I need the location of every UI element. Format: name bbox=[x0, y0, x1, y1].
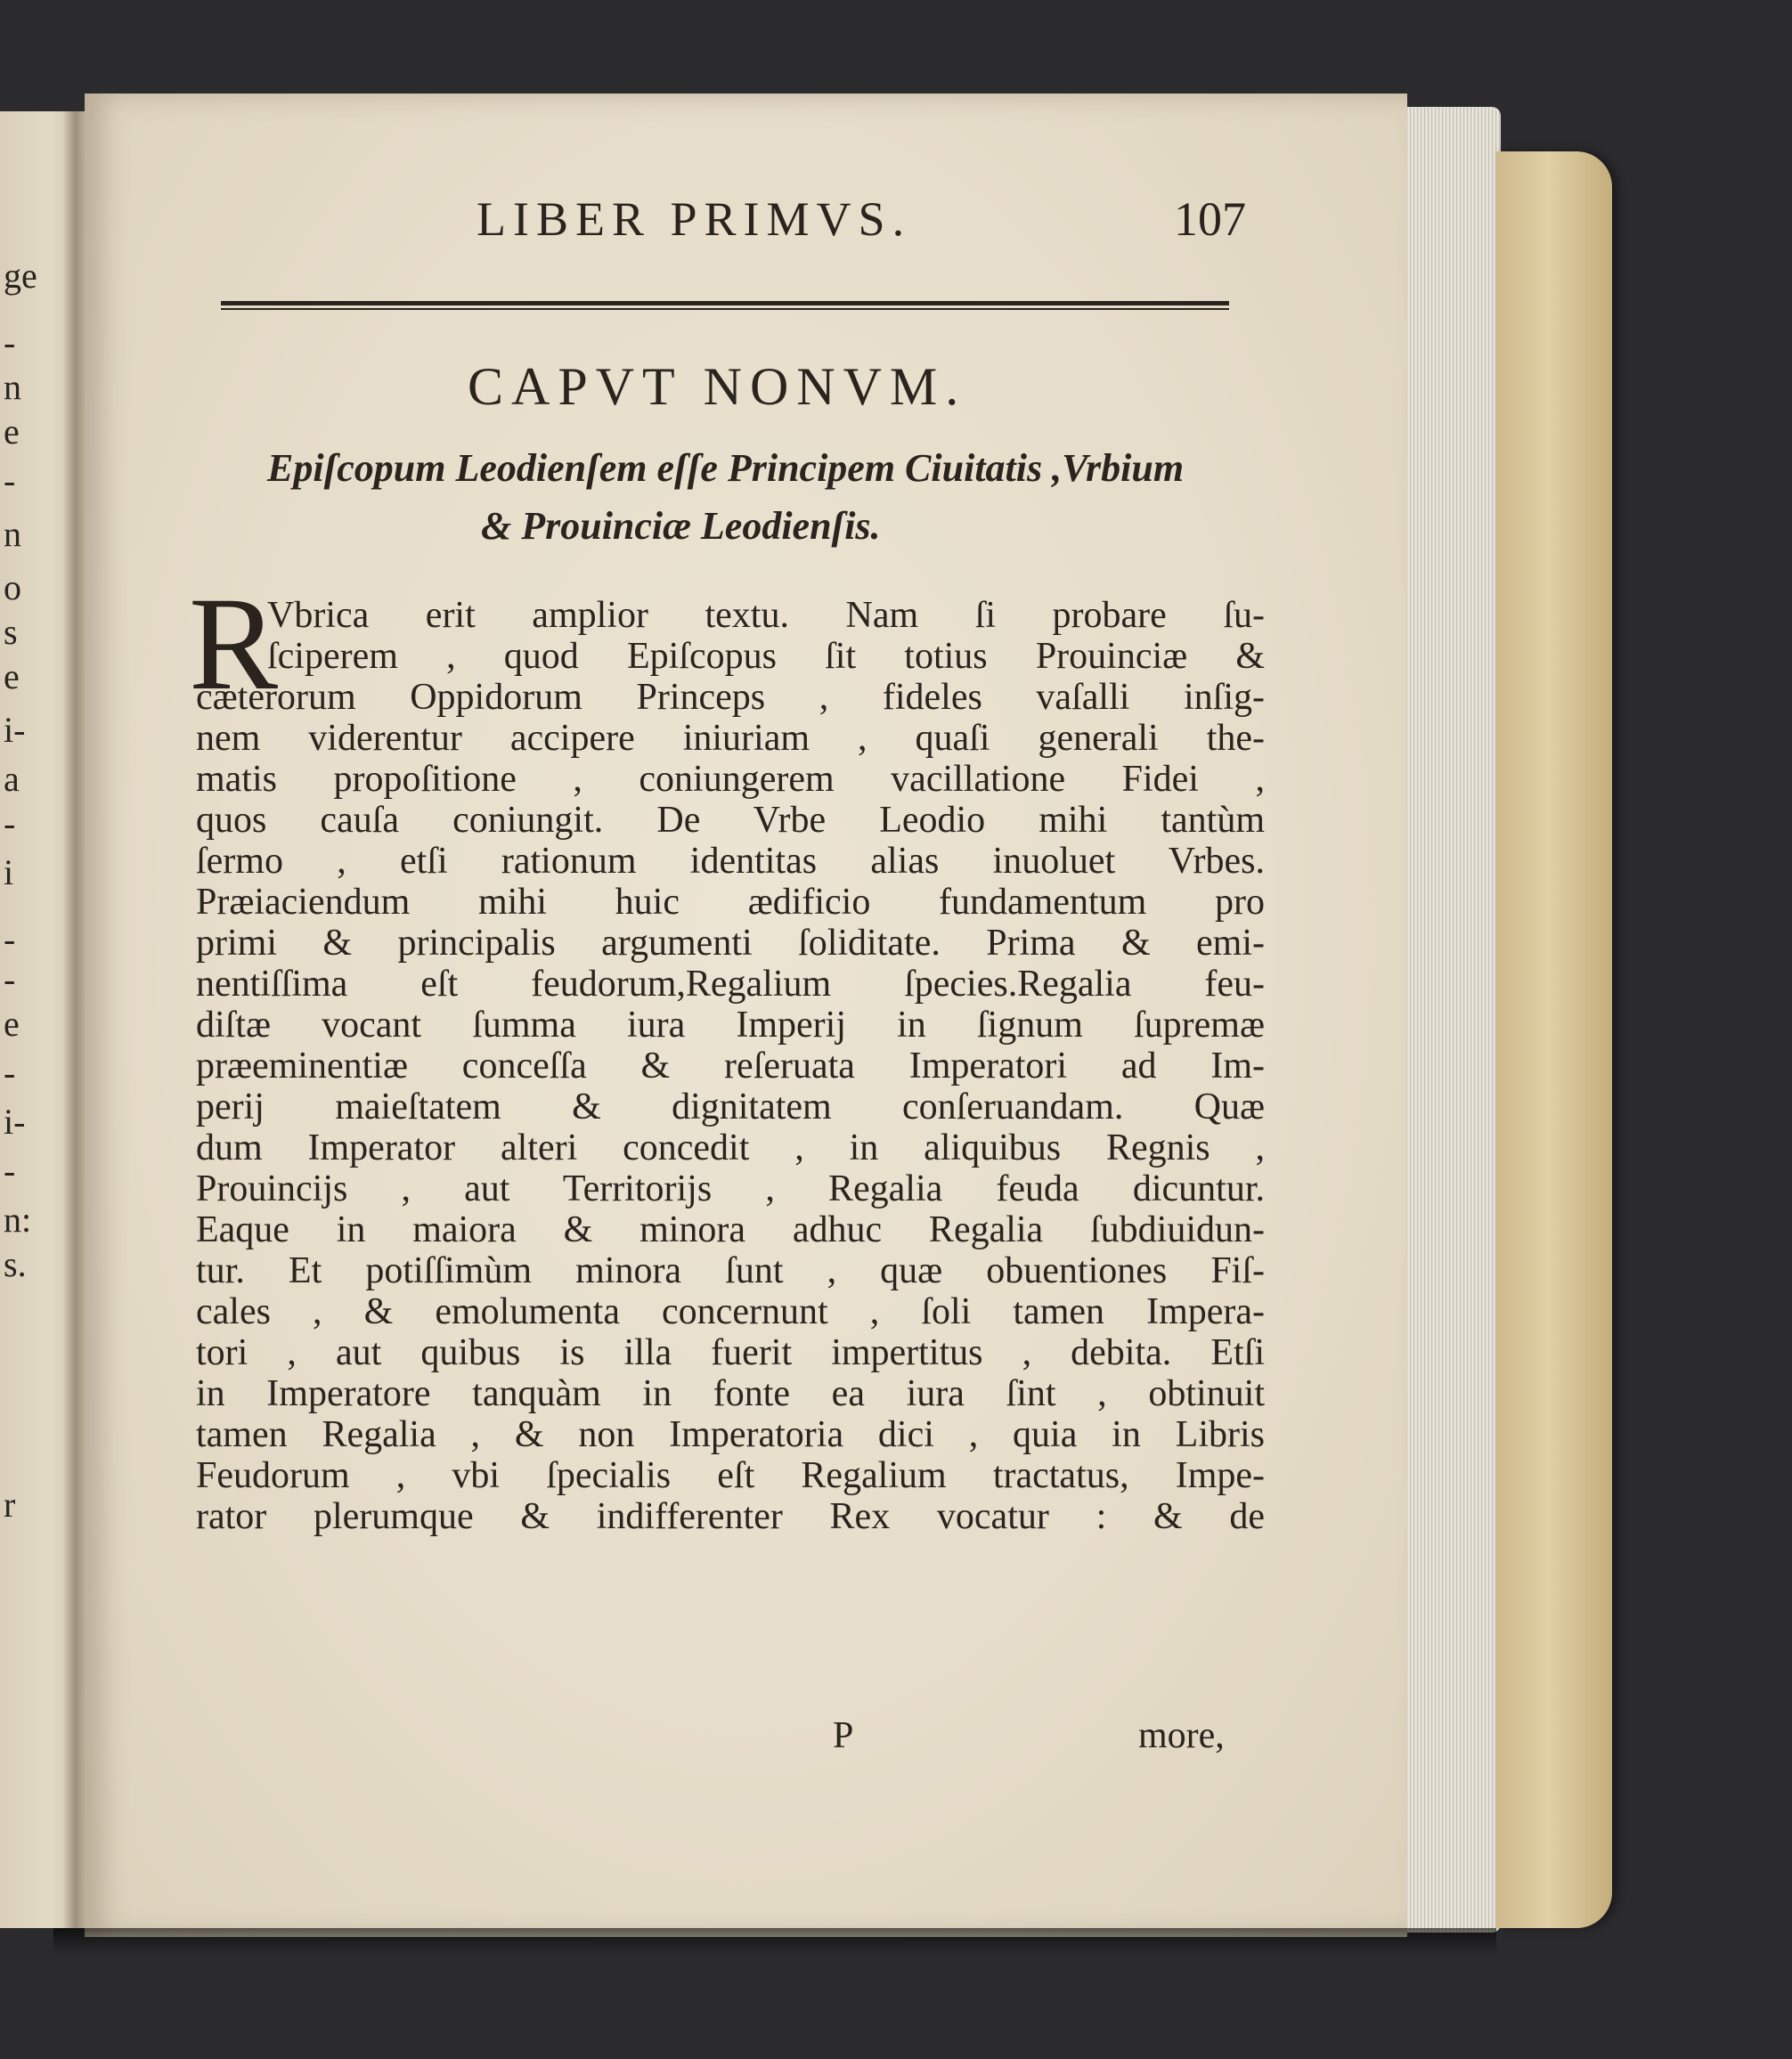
left-page-fragment: o bbox=[4, 567, 21, 607]
body-line: Eaque in maiora & minora adhuc Regalia ſubdiuidun- bbox=[196, 1209, 1265, 1250]
catchword: more, bbox=[1138, 1715, 1225, 1756]
body-line: Feudorum , vbi ſpecialis eſt Regalium tractatus, Impe- bbox=[196, 1455, 1265, 1496]
body-line: dum Imperator alteri concedit , in aliquibus Regnis , bbox=[196, 1127, 1265, 1168]
body-line: nem viderentur accipere iniuriam , quaſi generali the- bbox=[196, 718, 1265, 759]
left-page-fragment: i bbox=[4, 852, 14, 892]
body-line: perij maieſtatem & dignitatem conſeruandam. Quæ bbox=[196, 1086, 1265, 1127]
body-line: tamen Regalia , & non Imperatoria dici , quia in Libris bbox=[196, 1414, 1265, 1455]
chapter-subtitle-line: & Prouinciæ Leodienſis. bbox=[481, 504, 881, 548]
body-line: ſermo , etſi rationum identitas alias inuoluet Vrbes. bbox=[196, 841, 1265, 882]
left-page-fragment: e bbox=[4, 656, 20, 696]
body-line: præeminentiæ conceſſa & reſeruata Imperatori ad Im- bbox=[196, 1046, 1265, 1086]
page-block-edges bbox=[1407, 107, 1501, 1933]
left-page-fragment: r bbox=[4, 1485, 16, 1525]
left-page-fragment: e bbox=[4, 411, 20, 452]
left-page-fragment: n bbox=[4, 514, 21, 554]
drop-cap: R bbox=[189, 570, 279, 718]
body-line: ſciperem , quod Epiſcopus ſit totius Prouinciæ & bbox=[267, 636, 1265, 677]
left-page-fragment: - bbox=[4, 803, 16, 843]
body-line: primi & principalis argumenti ſoliditate. Prima & emi- bbox=[196, 923, 1265, 964]
body-line: tori , aut quibus is illa fuerit impertitus , debita. Etſi bbox=[196, 1332, 1265, 1373]
body-line: nentiſſima eſt feudorum,Regalium ſpecies.Regalia feu- bbox=[196, 964, 1265, 1005]
left-page-fragment: - bbox=[4, 460, 16, 501]
signature-mark: P bbox=[833, 1715, 854, 1756]
left-page-fragment: i- bbox=[4, 1102, 26, 1142]
chapter-title: CAPVT NONVM. bbox=[468, 357, 967, 416]
left-page-fragment: - bbox=[4, 959, 16, 999]
body-line: Vbrica erit amplior textu. Nam ſi probare ſu- bbox=[267, 595, 1265, 636]
left-page-fragment: - bbox=[4, 919, 16, 959]
running-head: LIBER PRIMVS. bbox=[477, 192, 912, 246]
body-line: matis propoſitione , coniungerem vacillatione Fidei , bbox=[196, 759, 1265, 800]
body-line: Prouincijs , aut Territorijs , Regalia feuda dicuntur. bbox=[196, 1168, 1265, 1209]
body-line: Præiaciendum mihi huic ædificio fundamentum pro bbox=[196, 882, 1265, 923]
left-page-fragment: n: bbox=[4, 1200, 32, 1240]
book-cover-edge bbox=[1496, 151, 1612, 1928]
chapter-subtitle-line: Epiſcopum Leodienſem eſſe Principem Ciuitatis ,Vrbium bbox=[267, 446, 1185, 490]
body-line: quos cauſa coniungit. De Vrbe Leodio mihi tantùm bbox=[196, 800, 1265, 841]
bottom-shadow bbox=[53, 1928, 1496, 1955]
page-number: 107 bbox=[1174, 192, 1246, 246]
body-line: tur. Et potiſſimùm minora ſunt , quæ obuentiones Fiſ- bbox=[196, 1250, 1265, 1291]
left-page-fragment: ge bbox=[4, 256, 37, 296]
left-page-fragment: - bbox=[4, 322, 16, 362]
left-page-fragment: - bbox=[4, 1053, 16, 1093]
body-line: in Imperatore tanquàm in fonte ea iura ſint , obtinuit bbox=[196, 1373, 1265, 1414]
left-page-fragment: s bbox=[4, 612, 18, 652]
body-line: cales , & emolumenta concernunt , ſoli tamen Impera- bbox=[196, 1291, 1265, 1332]
body-line: diſtæ vocant ſumma iura Imperij in ſignum ſupremæ bbox=[196, 1005, 1265, 1046]
left-page-fragment: a bbox=[4, 759, 20, 799]
left-page-fragment: n bbox=[4, 367, 21, 407]
left-page-fragment: e bbox=[4, 1004, 20, 1044]
left-page-fragment: s. bbox=[4, 1244, 27, 1284]
left-page-fragment: i- bbox=[4, 710, 26, 750]
header-rule-thin bbox=[221, 308, 1229, 310]
body-line: rator plerumque & indifferenter Rex vocatur : & de bbox=[196, 1496, 1265, 1537]
header-rule bbox=[221, 301, 1229, 305]
body-line: cæterorum Oppidorum Princeps , fideles vaſalli inſig- bbox=[196, 677, 1265, 718]
left-page-fragment: - bbox=[4, 1151, 16, 1191]
